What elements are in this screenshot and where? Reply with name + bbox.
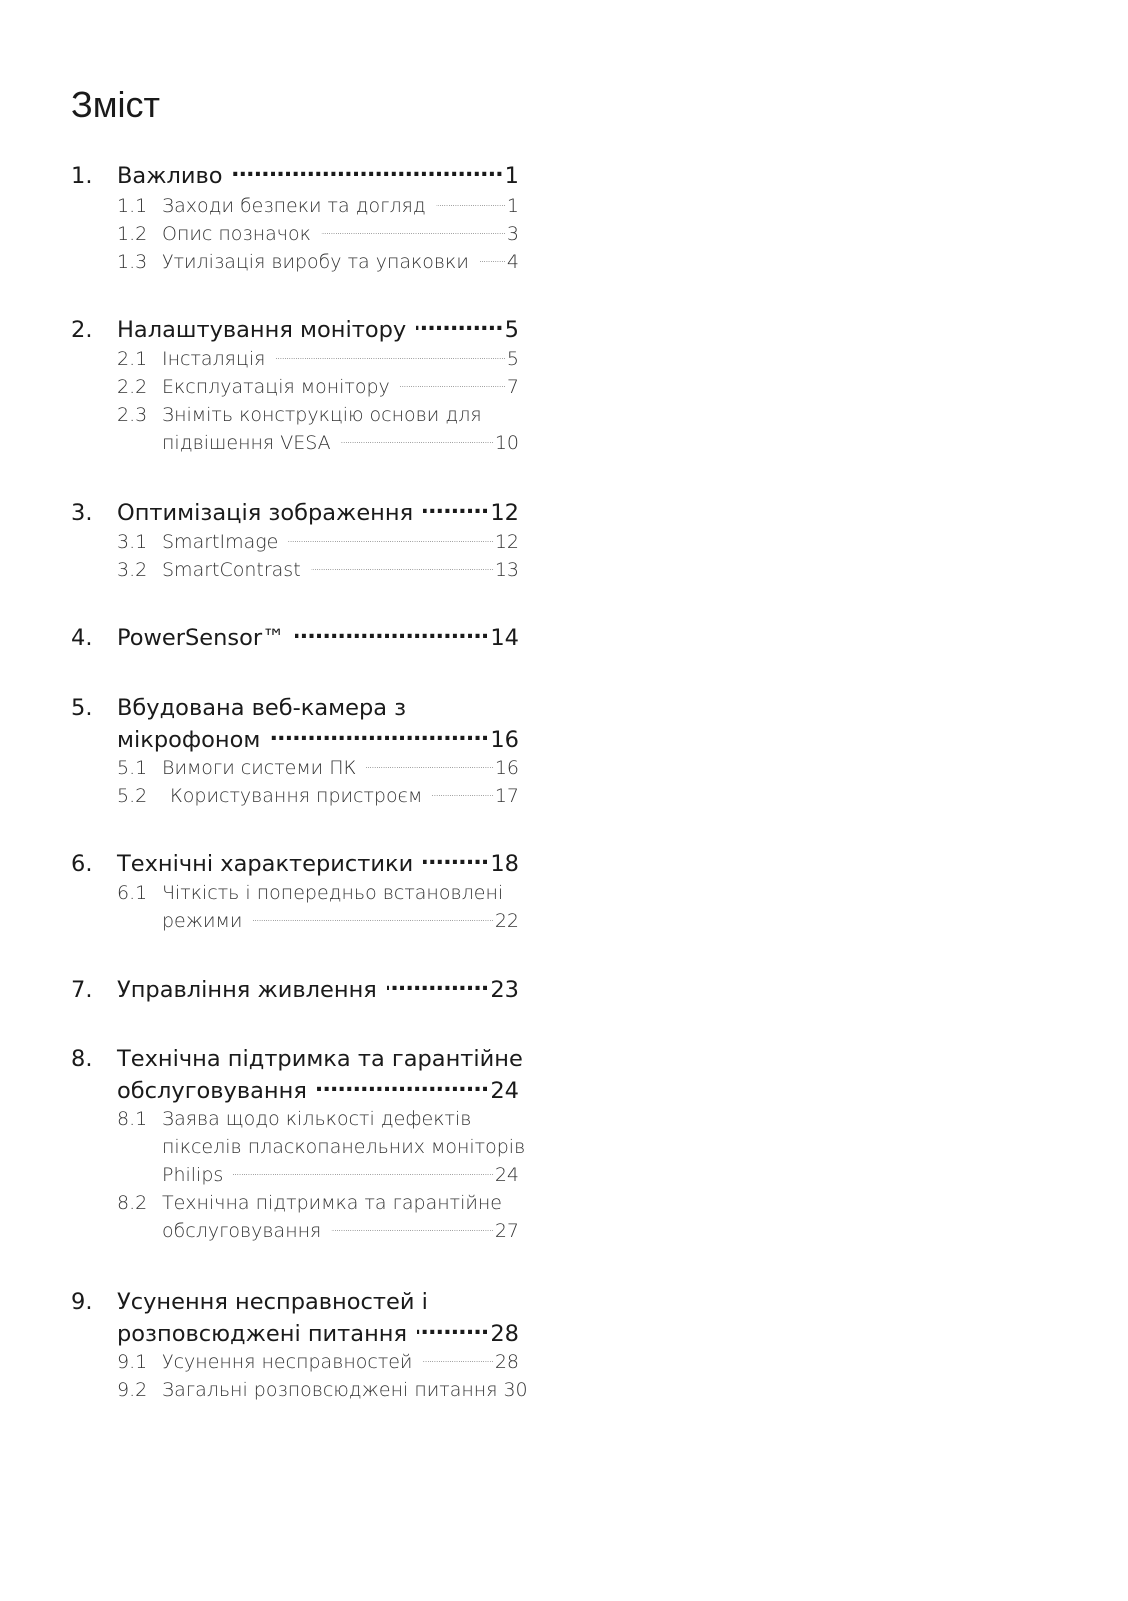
toc-section-5[interactable] — [71, 692, 519, 724]
dot-leader — [366, 755, 493, 774]
item-title: Експлуатація монітору — [162, 376, 390, 398]
toc-item-1-2[interactable] — [71, 220, 519, 248]
dot-leader — [321, 221, 505, 240]
item-title: Вимоги системи ПК — [162, 757, 357, 779]
toc-item-8-1-cont[interactable] — [71, 1133, 526, 1161]
section-title: Важливо — [117, 163, 223, 189]
dot-leader — [275, 346, 505, 365]
item-number: 1.3 — [117, 251, 148, 273]
page-number: 14 — [490, 625, 519, 651]
toc-item-8-2-cont[interactable] — [71, 1217, 519, 1245]
item-number: 8.1 — [117, 1108, 148, 1130]
item-number: 9.2 — [117, 1379, 148, 1401]
item-title-continued: режими — [162, 910, 243, 932]
item-title: Чіткість і попередньо встановлені — [162, 882, 504, 904]
section-number: 6. — [71, 851, 93, 877]
toc-item-2-3[interactable] — [71, 401, 519, 429]
toc-section-9[interactable] — [71, 1286, 519, 1318]
dot-leader — [288, 529, 492, 548]
item-number: 1.2 — [117, 223, 148, 245]
page-number: 16 — [494, 757, 519, 779]
dot-leader — [400, 374, 505, 393]
item-title: Користування пристроєм — [170, 785, 423, 807]
dot-leader — [436, 193, 505, 212]
toc-item-6-1-cont[interactable] — [71, 907, 519, 935]
item-title-continued: Philips — [162, 1164, 224, 1186]
toc-section-8[interactable] — [71, 1043, 523, 1075]
toc-item-5-2[interactable] — [71, 782, 519, 810]
section-number: 5. — [71, 695, 93, 721]
dot-leader — [416, 315, 502, 338]
page-number: 18 — [490, 851, 519, 877]
page-number: 7 — [506, 376, 519, 398]
dot-leader — [417, 1319, 488, 1342]
section-title: Технічні характеристики — [117, 851, 414, 877]
toc-section-7[interactable] — [71, 974, 519, 1006]
page-number: 13 — [494, 559, 519, 581]
page-number: 30 — [503, 1379, 528, 1401]
section-title: Вбудована веб-камера з — [117, 695, 407, 721]
toc-item-8-1-cont2[interactable] — [71, 1161, 519, 1189]
item-title: Загальні розповсюджені питання — [162, 1379, 498, 1401]
item-title: SmartContrast — [162, 559, 301, 581]
toc-item-3-2[interactable] — [71, 556, 519, 584]
dot-leader — [317, 1076, 488, 1099]
toc-item-6-1[interactable] — [71, 879, 519, 907]
item-number: 3.2 — [117, 559, 148, 581]
item-title: Технічна підтримка та гарантійне — [162, 1192, 502, 1214]
section-title: PowerSensor™ — [117, 625, 285, 651]
page-number: 5 — [506, 348, 519, 370]
item-title: Заходи безпеки та догляд — [162, 195, 426, 217]
toc-section-6[interactable] — [71, 848, 519, 880]
item-number: 5.1 — [117, 757, 148, 779]
section-title-continued: мікрофоном — [117, 727, 261, 753]
page-number: 1 — [506, 195, 519, 217]
page-number: 5 — [504, 317, 519, 343]
item-title: Заява щодо кількості дефектів — [162, 1108, 472, 1130]
page-number: 28 — [490, 1321, 519, 1347]
section-title: Управління живлення — [117, 977, 377, 1003]
item-title-continued: обслуговування — [162, 1220, 322, 1242]
section-title: Усунення несправностей і — [117, 1289, 428, 1315]
page-number: 27 — [494, 1220, 519, 1242]
toc-section-3[interactable] — [71, 497, 519, 529]
page-number: 24 — [494, 1164, 519, 1186]
item-number: 9.1 — [117, 1351, 148, 1373]
dot-leader — [341, 430, 493, 449]
section-number: 9. — [71, 1289, 93, 1315]
toc-section-9-cont[interactable] — [71, 1318, 519, 1350]
toc-item-8-2[interactable] — [71, 1189, 519, 1217]
item-number: 5.2 — [117, 785, 148, 807]
toc-item-3-1[interactable] — [71, 528, 519, 556]
page-number: 16 — [490, 727, 519, 753]
page-number: 3 — [506, 223, 519, 245]
item-number: 6.1 — [117, 882, 148, 904]
toc-item-1-3[interactable] — [71, 248, 519, 276]
toc-section-5-cont[interactable] — [71, 724, 519, 756]
item-title: Усунення несправностей — [162, 1351, 413, 1373]
page-number: 23 — [490, 977, 519, 1003]
item-title: Зніміть конструкцію основи для — [162, 404, 482, 426]
item-title: Утилізація виробу та упаковки — [162, 251, 469, 273]
dot-leader — [422, 1349, 492, 1368]
dot-leader — [331, 1218, 493, 1237]
section-number: 4. — [71, 625, 93, 651]
section-title-continued: розповсюджені питання — [117, 1321, 408, 1347]
section-title-continued: обслуговування — [117, 1078, 307, 1104]
item-title-continued: пікселів пласкопанельних моніторів — [162, 1136, 526, 1158]
item-number: 2.3 — [117, 404, 148, 426]
page-number: 22 — [494, 910, 519, 932]
toc-section-1[interactable] — [71, 160, 519, 192]
toc-section-8-cont[interactable] — [71, 1075, 519, 1107]
dot-leader — [270, 725, 488, 748]
section-number: 1. — [71, 163, 93, 189]
toc-item-2-2[interactable] — [71, 373, 519, 401]
item-title: SmartImage — [162, 531, 279, 553]
section-number: 2. — [71, 317, 93, 343]
dot-leader — [295, 623, 489, 646]
page-number: 17 — [494, 785, 519, 807]
toc-item-9-2[interactable] — [71, 1376, 528, 1404]
dot-leader — [233, 161, 503, 184]
toc-item-9-1[interactable] — [71, 1348, 519, 1376]
dot-leader — [311, 557, 493, 576]
section-number: 7. — [71, 977, 93, 1003]
page-title: Зміст — [71, 84, 160, 125]
page-number: 4 — [506, 251, 519, 273]
toc-section-2[interactable] — [71, 314, 519, 346]
item-number: 1.1 — [117, 195, 148, 217]
item-number: 8.2 — [117, 1192, 148, 1214]
toc-item-5-1[interactable] — [71, 754, 519, 782]
page-number: 24 — [490, 1078, 519, 1104]
section-title: Налаштування монітору — [117, 317, 407, 343]
dot-leader — [423, 498, 488, 521]
section-title: Технічна підтримка та гарантійне — [117, 1046, 523, 1072]
toc-item-8-1[interactable] — [71, 1105, 519, 1133]
dot-leader — [387, 975, 489, 998]
section-title: Оптимізація зображення — [117, 500, 414, 526]
item-title: Інсталяція — [162, 348, 266, 370]
page-number: 1 — [504, 163, 519, 189]
item-title-continued: підвішення VESA — [162, 432, 331, 454]
page-number: 28 — [494, 1351, 519, 1373]
item-number: 2.2 — [117, 376, 148, 398]
dot-leader — [423, 849, 488, 872]
toc-section-4[interactable] — [71, 622, 519, 654]
section-number: 3. — [71, 500, 93, 526]
toc-item-2-3-cont[interactable] — [71, 429, 519, 457]
toc-item-1-1[interactable] — [71, 192, 519, 220]
item-title: Опис позначок — [162, 223, 311, 245]
dot-leader — [479, 249, 505, 268]
item-number: 2.1 — [117, 348, 148, 370]
page-number: 12 — [490, 500, 519, 526]
dot-leader — [252, 908, 492, 927]
dot-leader — [233, 1162, 493, 1181]
item-number: 3.1 — [117, 531, 148, 553]
page-number: 10 — [494, 432, 519, 454]
page-number: 12 — [494, 531, 519, 553]
toc-item-2-1[interactable] — [71, 345, 519, 373]
section-number: 8. — [71, 1046, 93, 1072]
dot-leader — [432, 783, 492, 802]
